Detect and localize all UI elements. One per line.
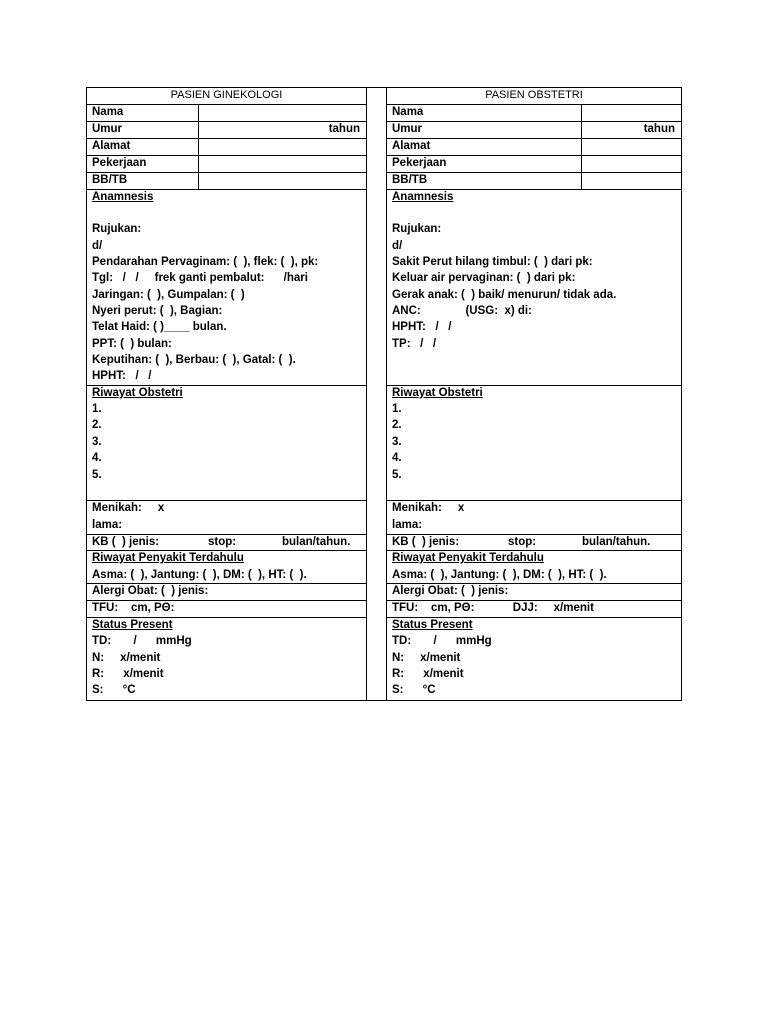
right-menikah: Menikah: x — [392, 502, 465, 514]
list-item: 4. — [92, 452, 102, 464]
row-line — [386, 172, 682, 173]
left-anamnesis-title: Anamnesis — [92, 191, 154, 203]
right-kb-stop: stop: — [508, 536, 537, 548]
anamnesis-line: HPHT: / / — [92, 370, 152, 382]
row-line — [86, 172, 367, 173]
right-label-umur: Umur — [392, 123, 423, 135]
status-line: R: x/menit — [92, 668, 164, 680]
right-label-divider — [581, 104, 582, 190]
left-penyakit-title: Riwayat Penyakit Terdahulu — [92, 552, 244, 564]
left-label-umur: Umur — [92, 123, 123, 135]
list-item: 2. — [392, 419, 402, 431]
list-item: 1. — [392, 403, 402, 415]
anamnesis-line: HPHT: / / — [392, 321, 452, 333]
list-item: 4. — [392, 452, 402, 464]
left-tfu: TFU: cm, PΘ: — [92, 602, 175, 614]
anamnesis-line: Jaringan: ( ), Gumpalan: ( ) — [92, 289, 245, 301]
right-penyakit-line: Asma: ( ), Jantung: ( ), DM: ( ), HT: ( ). — [392, 569, 607, 581]
right-alergi: Alergi Obat: ( ) jenis: — [392, 585, 509, 597]
list-item: 5. — [392, 469, 402, 481]
right-status-title: Status Present — [392, 619, 473, 631]
left-lama: lama: — [92, 519, 123, 531]
right-umur-unit: tahun — [643, 123, 675, 135]
anamnesis-line: Pendarahan Pervaginam: ( ), flek: ( ), pk: — [92, 256, 319, 268]
left-column-divider — [366, 87, 367, 701]
right-label-alamat: Alamat — [392, 140, 431, 152]
anamnesis-line: Gerak anak: ( ) baik/ menurun/ tidak ada. — [392, 289, 617, 301]
right-column-divider — [386, 87, 387, 701]
row-line — [386, 138, 682, 139]
right-header-obstetri: PASIEN OBSTETRI — [485, 89, 583, 101]
anamnesis-line: Nyeri perut: ( ), Bagian: — [92, 305, 223, 317]
right-penyakit-title: Riwayat Penyakit Terdahulu — [392, 552, 544, 564]
left-label-bbtb: BB/TB — [92, 174, 128, 186]
left-label-pekerjaan: Pekerjaan — [92, 157, 147, 169]
right-lama: lama: — [392, 519, 423, 531]
anamnesis-line: ANC: (USG: x) di: — [392, 305, 532, 317]
anamnesis-line: PPT: ( ) bulan: — [92, 338, 172, 350]
status-line: TD: / mmHg — [92, 635, 192, 647]
left-header-ginekologi: PASIEN GINEKOLOGI — [170, 89, 283, 101]
left-menikah: Menikah: x — [92, 502, 165, 514]
left-status-title: Status Present — [92, 619, 173, 631]
anamnesis-line: TP: / / — [392, 338, 437, 350]
anamnesis-line: Telat Haid: ( )____ bulan. — [92, 321, 227, 333]
right-riwayat-obstetri-title: Riwayat Obstetri — [392, 387, 483, 399]
left-penyakit-line: Asma: ( ), Jantung: ( ), DM: ( ), HT: ( ). — [92, 569, 307, 581]
left-kb-unit: bulan/tahun. — [282, 536, 351, 548]
status-line: N: x/menit — [92, 652, 161, 664]
list-item: 2. — [92, 419, 102, 431]
list-item: 5. — [92, 469, 102, 481]
left-alergi: Alergi Obat: ( ) jenis: — [92, 585, 209, 597]
row-line — [386, 104, 682, 105]
status-line: S: °C — [92, 684, 136, 696]
right-label-bbtb: BB/TB — [392, 174, 428, 186]
list-item: 3. — [92, 436, 102, 448]
left-label-nama: Nama — [92, 106, 124, 118]
right-kb-label: KB ( ) jenis: — [392, 536, 460, 548]
right-kb-unit: bulan/tahun. — [582, 536, 651, 548]
row-line — [86, 104, 367, 105]
status-line: N: x/menit — [392, 652, 461, 664]
anamnesis-line: Tgl: / / frek ganti pembalut: /hari — [92, 272, 308, 284]
table-border-left — [86, 87, 87, 701]
left-kb-stop: stop: — [208, 536, 237, 548]
status-line: S: °C — [392, 684, 436, 696]
left-label-divider — [198, 104, 199, 190]
left-riwayat-obstetri-title: Riwayat Obstetri — [92, 387, 183, 399]
table-border-bottom — [86, 700, 682, 701]
right-tfu: TFU: cm, PΘ: DJJ: x/menit — [392, 602, 594, 614]
anamnesis-line: Rujukan: — [92, 223, 142, 235]
table-border-right — [681, 87, 682, 701]
anamnesis-line: Keputihan: ( ), Berbau: ( ), Gatal: ( ). — [92, 354, 296, 366]
status-line: TD: / mmHg — [392, 635, 492, 647]
anamnesis-line: Sakit Perut hilang timbul: ( ) dari pk: — [392, 256, 593, 268]
left-label-alamat: Alamat — [92, 140, 131, 152]
left-kb-label: KB ( ) jenis: — [92, 536, 160, 548]
left-umur-unit: tahun — [328, 123, 360, 135]
list-item: 1. — [92, 403, 102, 415]
status-line: R: x/menit — [392, 668, 464, 680]
right-anamnesis-title: Anamnesis — [392, 191, 454, 203]
anamnesis-line: d/ — [92, 240, 103, 252]
anamnesis-line: d/ — [392, 240, 403, 252]
anamnesis-line: Rujukan: — [392, 223, 442, 235]
patient-form-table — [86, 87, 682, 701]
anamnesis-line: Keluar air pervaginan: ( ) dari pk: — [392, 272, 576, 284]
list-item: 3. — [392, 436, 402, 448]
right-label-nama: Nama — [392, 106, 424, 118]
right-label-pekerjaan: Pekerjaan — [392, 157, 447, 169]
